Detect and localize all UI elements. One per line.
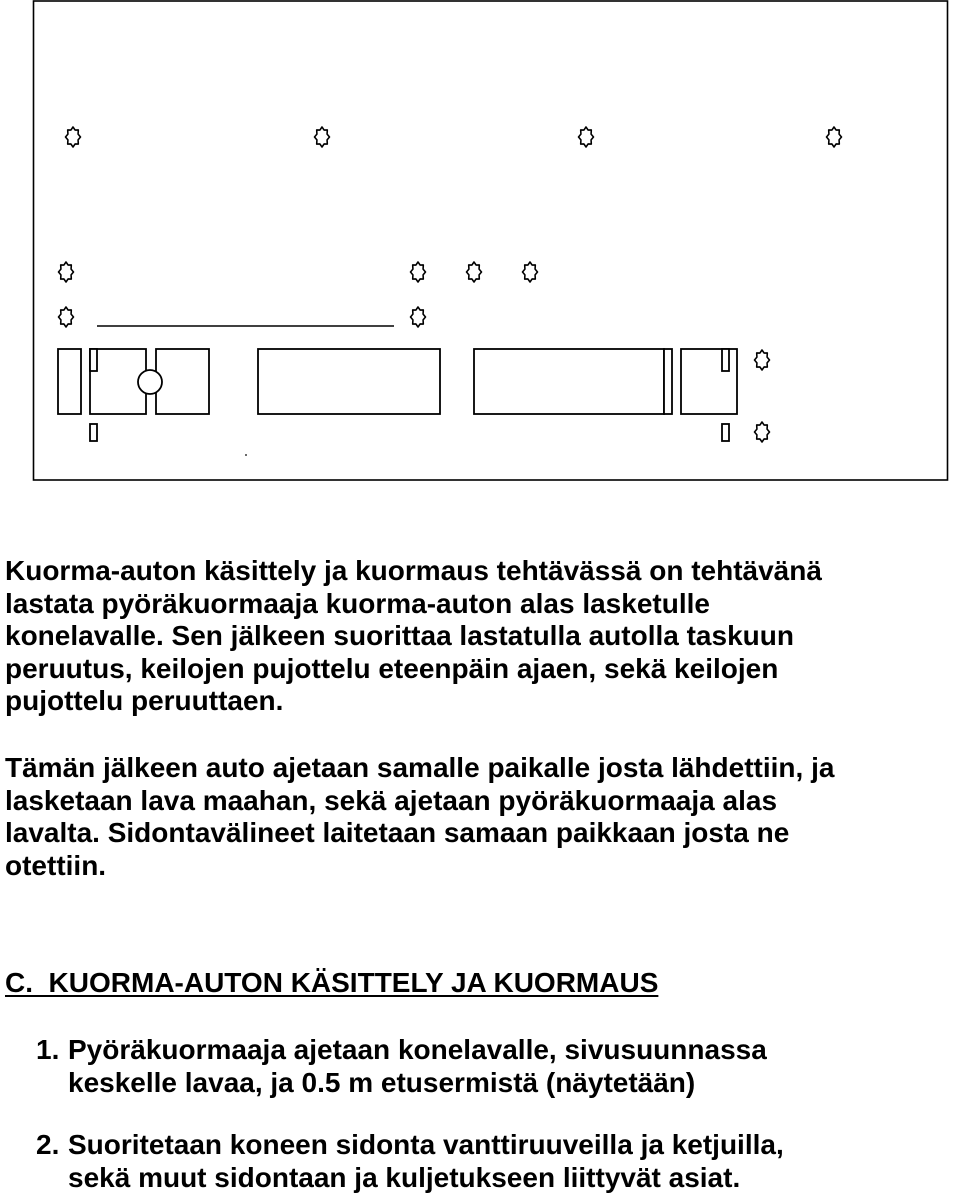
intro-line: Kuorma-auton käsittely ja kuormaus tehtävässä on tehtävänä <box>5 555 822 586</box>
cone-icon <box>59 262 74 282</box>
step-number: 1. <box>36 1034 60 1065</box>
intro-line: konelavalle. Sen jälkeen suorittaa lastatulla autolla taskuun <box>5 620 794 651</box>
step-item <box>36 1129 784 1194</box>
return-line: otettiin. <box>5 849 107 881</box>
cone-icon <box>827 127 842 147</box>
step-line: Suoritetaan koneen sidonta vanttiruuveilla ja ketjuilla, <box>68 1129 784 1160</box>
truck-body <box>258 349 440 414</box>
platform-end-marker <box>722 349 729 371</box>
step-text <box>68 1034 767 1099</box>
intro-paragraph <box>5 555 822 718</box>
return-line: lavalta. Sidontavälineet laitetaan samaan paikkaan josta ne <box>5 817 790 848</box>
step-line: Pyöräkuormaaja ajetaan konelavalle, sivusuunnassa <box>68 1034 767 1065</box>
truck-mirror <box>90 349 97 371</box>
platform-end-step <box>722 424 729 441</box>
step-line: sekä muut sidontaan ja kuljetukseen liittyvät asiat. <box>68 1161 741 1193</box>
cone-icon <box>579 127 594 147</box>
truck-step <box>90 424 97 441</box>
cone-icon <box>315 127 330 147</box>
platform-edge <box>664 349 672 414</box>
return-paragraph <box>5 752 834 882</box>
diagram-dot <box>245 454 247 456</box>
truck-wheel <box>138 370 162 394</box>
machine-platform <box>474 349 664 414</box>
truck-group <box>58 349 737 441</box>
cone-icon <box>755 350 770 370</box>
intro-line: peruutus, keilojen pujottelu eteenpäin ajaen, sekä keilojen <box>5 652 779 684</box>
return-line: lasketaan lava maahan, sekä ajetaan pyöräkuormaaja alas <box>5 784 778 816</box>
cone-icon <box>411 307 426 327</box>
step-item <box>36 1034 767 1099</box>
cone-icon <box>467 262 482 282</box>
step-number: 2. <box>36 1129 60 1160</box>
truck-cab-rear <box>156 349 209 414</box>
cone-icon <box>59 307 74 327</box>
cone-icon <box>411 262 426 282</box>
step-text <box>68 1129 784 1194</box>
cone-icon <box>755 422 770 442</box>
truck-front-block <box>58 349 81 414</box>
return-line: Tämän jälkeen auto ajetaan samalle paikalle josta lähdettiin, ja <box>5 752 835 783</box>
cone-icon <box>66 127 81 147</box>
section-heading: C. KUORMA-AUTON KÄSITTELY JA KUORMAUS <box>5 967 659 998</box>
course-diagram <box>0 0 960 485</box>
step-line: keskelle lavaa, ja 0.5 m etusermistä (näytetään) <box>68 1066 696 1098</box>
intro-line: lastata pyöräkuormaaja kuorma-auton alas lasketulle <box>5 587 710 619</box>
cone-icon <box>523 262 538 282</box>
intro-line: pujottelu peruuttaen. <box>5 685 284 716</box>
